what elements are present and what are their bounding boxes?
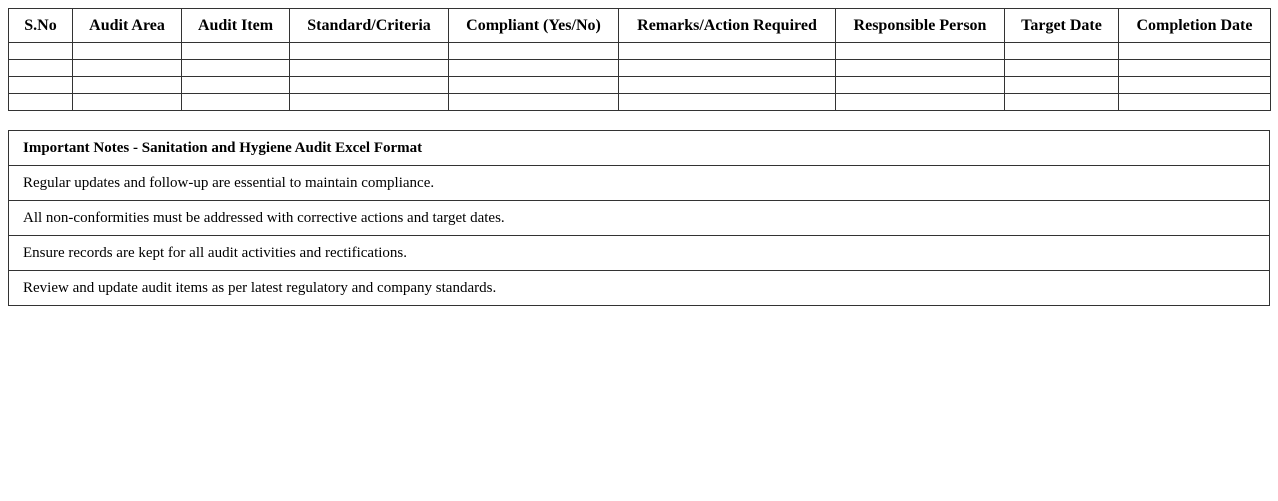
table-cell[interactable] (9, 94, 73, 111)
table-cell[interactable] (1005, 94, 1119, 111)
table-cell[interactable] (449, 60, 619, 77)
table-cell[interactable] (73, 94, 182, 111)
note-row (9, 201, 1270, 236)
col-header-audit-area: Audit Area (73, 9, 182, 43)
col-header-remarks: Remarks/Action Required (619, 9, 836, 43)
table-cell[interactable] (619, 94, 836, 111)
table-row (9, 60, 1271, 77)
table-cell[interactable] (1119, 60, 1271, 77)
col-header-compliant: Compliant (Yes/No) (449, 9, 619, 43)
table-cell[interactable] (1005, 43, 1119, 60)
table-cell[interactable] (619, 77, 836, 94)
table-cell[interactable] (9, 60, 73, 77)
table-cell[interactable] (9, 43, 73, 60)
note-row (9, 166, 1270, 201)
table-row (9, 77, 1271, 94)
table-cell[interactable] (836, 43, 1005, 60)
table-cell[interactable] (290, 43, 449, 60)
table-cell[interactable] (73, 43, 182, 60)
table-cell[interactable] (290, 77, 449, 94)
table-cell[interactable] (182, 94, 290, 111)
note-row (9, 271, 1270, 306)
table-cell[interactable] (619, 60, 836, 77)
table-cell[interactable] (1119, 77, 1271, 94)
note-row (9, 236, 1270, 271)
notes-heading-row (9, 131, 1270, 166)
table-cell[interactable] (836, 94, 1005, 111)
table-cell[interactable] (182, 60, 290, 77)
notes-title: Important Notes - Sanitation and Hygiene Audit Excel Format (9, 131, 1270, 166)
table-cell[interactable] (73, 60, 182, 77)
table-cell[interactable] (1005, 77, 1119, 94)
table-cell[interactable] (836, 77, 1005, 94)
table-cell[interactable] (73, 77, 182, 94)
notes-table (8, 130, 1270, 306)
table-cell[interactable] (449, 94, 619, 111)
table-cell[interactable] (182, 77, 290, 94)
table-row (9, 43, 1271, 60)
table-cell[interactable] (290, 60, 449, 77)
col-header-completion-date: Completion Date (1119, 9, 1271, 43)
table-cell[interactable] (9, 77, 73, 94)
table-cell[interactable] (1119, 43, 1271, 60)
table-row (9, 94, 1271, 111)
note-item: Regular updates and follow-up are essential to maintain compliance. (9, 166, 1270, 201)
col-header-sno: S.No (9, 9, 73, 43)
col-header-standard-criteria: Standard/Criteria (290, 9, 449, 43)
col-header-responsible-person: Responsible Person (836, 9, 1005, 43)
table-cell[interactable] (1119, 94, 1271, 111)
table-cell[interactable] (182, 43, 290, 60)
note-item: All non-conformities must be addressed with corrective actions and target dates. (9, 201, 1270, 236)
table-cell[interactable] (449, 43, 619, 60)
col-header-audit-item: Audit Item (182, 9, 290, 43)
header-row (9, 9, 1271, 43)
audit-table (8, 8, 1271, 111)
table-cell[interactable] (619, 43, 836, 60)
table-cell[interactable] (836, 60, 1005, 77)
note-item: Review and update audit items as per latest regulatory and company standards. (9, 271, 1270, 306)
table-cell[interactable] (1005, 60, 1119, 77)
table-cell[interactable] (290, 94, 449, 111)
note-item: Ensure records are kept for all audit activities and rectifications. (9, 236, 1270, 271)
col-header-target-date: Target Date (1005, 9, 1119, 43)
table-cell[interactable] (449, 77, 619, 94)
